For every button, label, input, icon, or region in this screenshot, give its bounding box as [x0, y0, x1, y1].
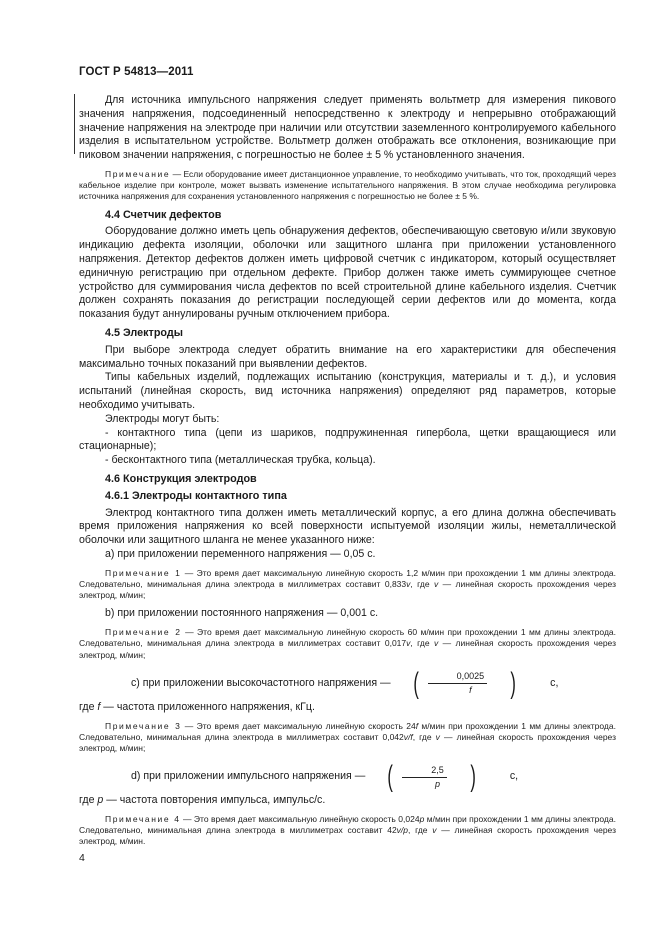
note-var: v	[406, 578, 411, 589]
intro-note	[79, 169, 616, 203]
note-text: — Если оборудование имеет дистанционное управление, то необходимо учитывать, что ток, проходящий через кабельное изделие при контроле, может вызвать изменение испытательного напряжения. В этом случае необходима регулировка источника напряжения для сохранения установленного напряжения с погрешностью не более ± 5 %.	[79, 168, 616, 202]
note-var: v	[433, 578, 439, 589]
section-4-5-p1: При выборе электрода следует обратить внимание на его характеристики для обеспечения максимально точных показаний при выявлении дефектов.	[79, 343, 616, 370]
section-4-4-heading: 4.4 Счетчик дефектов	[105, 208, 222, 221]
note-text: — Это время дает максимальную линейную скорость 24	[181, 720, 416, 731]
section-4-5-p3: Электроды могут быть:	[105, 412, 220, 425]
list-item: - контактного типа (цепи из шариков, подпружиненная гипербола, щетки вращающиеся или стационарные);	[79, 426, 616, 453]
where-text: — частота повторения импульса, импульс/с.	[103, 794, 326, 807]
formula-c: ( $\frac{0,0025}{f}$ )	[413, 666, 517, 700]
note-var: v	[433, 638, 439, 649]
page-number: 4	[79, 852, 85, 864]
section-4-4-paragraph: Оборудование должно иметь цепь обнаружения дефектов, обеспечивающую световую и/или звуковую индикацию дефекта изоляции, оболочки или защитного шланга при приложении установленного напряжения. Детектор дефектов должен иметь цифровой счетчик с индикатором, который осуществляет единичную регистрацию при отдельном дефекте. Прибор должен также иметь суммирующее счетное устройство для суммирования числа дефектов по всей строительной длине кабельного изделия. Счетчик должен сохранять показания до регистрации последующей серии дефектов или до момента, когда показания будут аннулированы ручным отключением прибора.	[79, 225, 616, 321]
note-2	[79, 627, 616, 661]
note-4	[79, 814, 616, 848]
note-text: м/мин при прохождении 1 мм длины электрода. Следовательно, минимальная длина электрода в миллиметрах составит 0,042	[79, 720, 616, 742]
note-label: Примечание 1	[105, 567, 182, 578]
note-text: м/мин при прохождении 1 мм длины электрода. Следовательно, минимальная длина электрода в миллиметрах составит 42	[79, 813, 616, 836]
list-item-a: a) при приложении переменного напряжения — 0,05 с.	[105, 547, 376, 560]
note-text: , где	[410, 638, 434, 649]
where-var: f	[97, 700, 101, 713]
note-var: v/f	[403, 731, 413, 742]
note-label: Примечание 4	[105, 813, 181, 824]
note-var: p	[419, 813, 425, 824]
fraction-numerator: 0,0025	[428, 671, 488, 684]
note-text: — Это время дает максимальную линейную скорость 60 м/мин при прохождении 1 мм длины электрода. Следовательно, минимальная длина электрода в миллиметрах составит 0,017	[79, 627, 616, 649]
note-text: — Это время дает максимальную линейную скорость 1,2 м/мин при прохождении 1 мм длины электрода. Следовательно, минимальная длина электрода в миллиметрах составит 0,833	[79, 567, 616, 589]
note-var: f	[415, 720, 419, 731]
intro-paragraph: Для источника импульсного напряжения следует применять вольтметр для измерения пикового значения напряжения, подсоединенный непосредственно к электроду и непрерывно отображающий значение напряжения на электроде при наличии или отсутствии заземленного контролируемого кабельного изделия в испытательном устройстве. Вольтметр должен отображать все отклонения, возникающие при пиковом значении напряжения, с погрешностью не более ± 5 % установленного значения.	[79, 94, 616, 162]
section-4-5-heading: 4.5 Электроды	[105, 326, 183, 339]
note-text: , где	[408, 825, 433, 836]
revision-bar	[74, 94, 75, 154]
section-4-6-1-paragraph: Электрод контактного типа должен иметь металлический корпус, а его длина должна обеспечивать время приложения напряжения ко всей поверхности испытуемой изоляции жилы, неметаллической оболочки или защитного шланга не менее указанного ниже:	[79, 506, 616, 547]
formula-suffix: с,	[550, 676, 559, 689]
list-item: - бесконтактного типа (металлическая трубка, кольца).	[105, 454, 376, 467]
note-label: Примечание 3	[105, 720, 182, 731]
fraction-denominator: p	[435, 778, 441, 789]
where-var: p	[97, 794, 104, 807]
note-var: v/p	[396, 825, 409, 836]
page-content	[79, 94, 616, 854]
formula-prefix: c) при приложении высокочастотного напряжения —	[131, 676, 391, 689]
where-text: где	[79, 700, 98, 713]
note-text: — линейная скорость прохождения через электрод, м/мин;	[79, 578, 616, 601]
note-label: Примечание	[105, 168, 171, 179]
note-text: — линейная скорость прохождения через электрод, м/мин;	[79, 731, 616, 753]
document-code: ГОСТ Р 54813—2011	[79, 66, 194, 78]
formula-d: ( $\frac{2,5}{p}$ )	[387, 760, 476, 794]
formula-d-where	[79, 794, 616, 808]
list-item-d	[79, 760, 616, 794]
note-text: , где	[412, 731, 436, 742]
formula-c-where	[79, 701, 616, 715]
formula-prefix: d) при приложении импульсного напряжения —	[131, 770, 366, 783]
fraction-numerator: 2,5	[402, 765, 447, 778]
note-label: Примечание 2	[105, 627, 182, 638]
note-text: — линейная скорость прохождения через электрод, м/мин;	[79, 638, 616, 660]
note-text: , где	[410, 578, 434, 589]
where-text: где	[79, 794, 98, 807]
fraction-denominator: f	[469, 685, 472, 696]
list-item-b: b) при приложении постоянного напряжения — 0,001 с.	[105, 607, 379, 620]
section-4-6-1-heading: 4.6.1 Электроды контактного типа	[105, 489, 287, 502]
list-item-c	[79, 667, 616, 701]
note-var: v	[432, 825, 437, 836]
note-1	[79, 568, 616, 602]
note-var: v	[406, 638, 411, 649]
section-4-6-heading: 4.6 Конструкция электродов	[105, 472, 257, 485]
where-text: — частота приложенного напряжения, кГц.	[100, 700, 315, 713]
formula-suffix: с,	[509, 770, 519, 783]
section-4-5-p2: Типы кабельных изделий, подлежащих испытанию (конструкция, материалы и т. д.), и условия испытаний (линейная скорость, вид источника напряжения) определяют ряд параметров, которые необходимо учитывать.	[79, 371, 616, 411]
note-text: — линейная скорость прохождения через электрод, м/мин.	[79, 825, 616, 847]
note-text: — Это время дает максимальную линейную скорость 0,024	[180, 813, 420, 824]
note-3	[79, 721, 616, 755]
note-var: v	[435, 731, 440, 742]
